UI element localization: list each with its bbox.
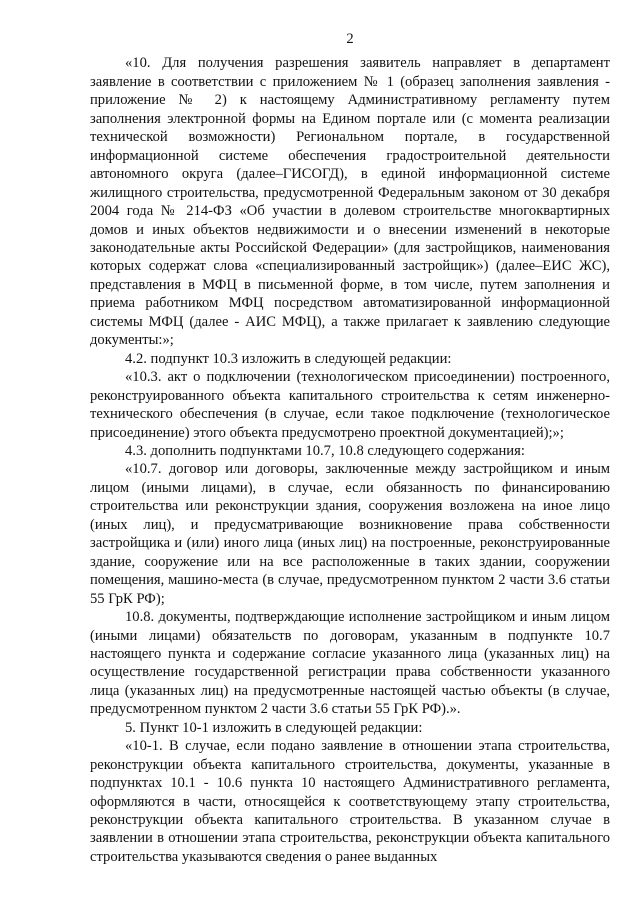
page-number: 2 [346,31,354,47]
paragraph-item-10: «10. Для получения разрешения заявитель направляет в департамент заявление в соответствии с приложением № 1 (образец заполнения заявления - приложение № 2) к настоящему Административному регламенту путем заполнения электронной формы на Едином портале или (с момента реализации технической возможности) Региональном портале, в государственной информационной системе обеспечения градостроительной деятельности автономного округа (далее–ГИСОГД), в единой информационной системе жилищного строительства, предусмотренной Федеральным законом от 30 декабря 2004 года № 214-ФЗ «Об участии в долевом строительстве многоквартирных домов и иных объектов недвижимости и о внесении изменений в некоторые законодательные акты Российской Федерации» (для застройщиков, наименования которых содержат слова «специализированный застройщик») (далее–ЕИС ЖС), представления в МФЦ в письменной форме, в том числе, путем заполнения и приема работником МФЦ посредством автоматизированной информационной системы МФЦ (далее - АИС МФЦ), а также прилагает к заявлению следующие документы:»; [90,55,610,349]
paragraph-amendment-4-3: 4.3. дополнить подпунктами 10.7, 10.8 следующего содержания: [125,442,525,459]
paragraph-item-10-7: «10.7. договор или договоры, заключенные между застройщиком и иным лицом (иными лицами), в случае, если обязанность по финансированию строительства или реконструкции здания, сооружения возложена на иное лицо (иных лиц), и предусматривающие возникновение права собственности застройщика и (или) иного лица (иных лиц) на построенные, реконструированные здание, сооружение или на все расположенные в таких здании, сооружении помещения, машино-места (в случае, предусмотренном пунктом 2 части 3.6 статьи 55 ГрК РФ); [90,461,610,607]
paragraph-amendment-5: 5. Пункт 10-1 изложить в следующей редакции: [125,719,423,736]
paragraph-item-10-1: «10-1. В случае, если подано заявление в отношении этапа строительства, реконструкции объекта капитального строительства, документы, указанные в подпунктах 10.1 - 10.6 пункта 10 настоящего Административного регламента, оформляются в части, относящейся к соответствующему этапу строительства, реконструкции объекта капитального строительства. В указанном случае в заявлении в отношении этапа строительства, реконструкции объекта капитального строительства указываются сведения о ранее выданных [90,738,610,865]
paragraph-item-10-3: «10.3. акт о подключении (технологическом присоединении) построенного, реконструированного объекта капитального строительства к сетям инженерно-технического обеспечения (в случае, если такое подключение (технологическое присоединение) этого объекта предусмотрено проектной документацией);»; [90,369,610,441]
paragraph-item-10-8: 10.8. документы, подтверждающие исполнение застройщиком и иным лицом (иными лицами) обязательств по договорам, указанным в подпункте 10.7 настоящего пункта и содержание согласие указанного лица (указанных лиц) на осуществление государственной регистрации права собственности указанного лица (указанных лиц) на предусмотренные настоящей частью объекты (в случае, предусмотренном пунктом 2 части 3.6 статьи 55 ГрК РФ).». [90,609,610,718]
document-page [90,30,610,866]
paragraph-amendment-4-2: 4.2. подпункт 10.3 изложить в следующей редакции: [125,350,452,367]
